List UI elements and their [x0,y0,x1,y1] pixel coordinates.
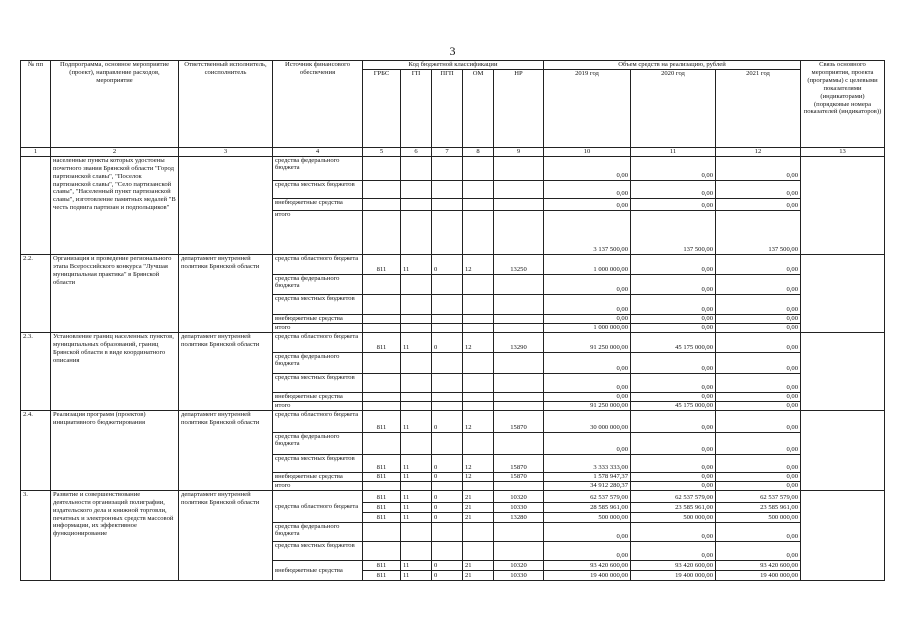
amount-2021: 0,00 [716,472,801,481]
section-title: Организация и проведение регионального этапа Всероссийского конкурса "Лучшая муниципальная практика" в Брянской области [51,254,179,332]
code-nr: 15870 [494,454,544,472]
amount-2021: 0,00 [716,294,801,314]
funding-source: средства федерального бюджета [273,274,363,294]
amount-2020: 500 000,00 [631,512,716,522]
funding-source: средства местных бюджетов [273,294,363,314]
code-pgp [432,401,463,410]
code-gp: 11 [401,560,432,570]
code-nr: 10330 [494,502,544,512]
column-number: 6 [401,147,432,156]
code-gp [401,392,432,401]
amount-2019: 0,00 [544,294,631,314]
amount-2019: 91 250 000,00 [544,401,631,410]
code-om [463,373,494,392]
code-gp [401,210,432,254]
code-grbs [363,323,401,332]
amount-2021: 0,00 [716,541,801,560]
amount-2020: 0,00 [631,472,716,481]
amount-2020: 0,00 [631,274,716,294]
header-program: Подпрограмма, основное мероприятие (проект), направление расходов, мероприятие [51,61,179,148]
section-executor: департамент внутренней политики Брянской области [179,410,273,490]
indicator-link [801,156,885,254]
code-nr [494,156,544,180]
amount-2019: 0,00 [544,432,631,454]
code-grbs [363,373,401,392]
code-nr [494,210,544,254]
amount-2019: 0,00 [544,352,631,373]
amount-2020: 0,00 [631,522,716,541]
code-grbs [363,541,401,560]
funding-source: средства областного бюджета [273,410,363,432]
header-volume: Объем средств на реализацию, рублей [544,61,801,70]
funding-source: итого [273,401,363,410]
code-pgp: 0 [432,570,463,580]
amount-2020: 45 175 000,00 [631,401,716,410]
code-gp: 11 [401,502,432,512]
code-pgp [432,210,463,254]
amount-2019: 93 420 600,00 [544,560,631,570]
code-grbs [363,180,401,198]
header-num: № пп [21,61,51,148]
code-om: 12 [463,254,494,274]
header-pgp: ПГП [432,69,463,147]
code-gp [401,198,432,210]
code-pgp: 0 [432,512,463,522]
code-pgp [432,481,463,490]
code-om [463,180,494,198]
code-nr [494,401,544,410]
funding-source: внебюджетные средства [273,198,363,210]
funding-source: средства федерального бюджета [273,352,363,373]
code-pgp [432,352,463,373]
code-pgp: 0 [432,254,463,274]
amount-2021: 0,00 [716,410,801,432]
code-pgp [432,522,463,541]
amount-2021: 0,00 [716,481,801,490]
code-grbs: 811 [363,560,401,570]
column-number: 11 [631,147,716,156]
amount-2020: 137 500,00 [631,210,716,254]
code-nr [494,314,544,323]
header-2019: 2019 год [544,69,631,147]
header-grbs: ГРБС [363,69,401,147]
code-om [463,392,494,401]
amount-2019: 0,00 [544,156,631,180]
amount-2021: 0,00 [716,198,801,210]
amount-2021: 0,00 [716,156,801,180]
code-gp [401,432,432,454]
code-grbs [363,294,401,314]
code-pgp [432,541,463,560]
funding-source: внебюджетные средства [273,472,363,481]
code-nr [494,352,544,373]
code-om [463,294,494,314]
amount-2021: 0,00 [716,254,801,274]
indicator-link [801,332,885,410]
column-number: 3 [179,147,273,156]
header-gp: ГП [401,69,432,147]
amount-2020: 0,00 [631,156,716,180]
amount-2021: 0,00 [716,332,801,352]
code-pgp: 0 [432,454,463,472]
funding-source: средства местных бюджетов [273,180,363,198]
funding-source: итого [273,481,363,490]
code-grbs [363,156,401,180]
code-pgp [432,180,463,198]
funding-source: средства федерального бюджета [273,522,363,541]
funding-source: средства областного бюджета [273,254,363,274]
header-executor: Ответственный исполнитель, соисполнитель [179,61,273,148]
code-pgp [432,198,463,210]
code-nr [494,522,544,541]
code-nr [494,294,544,314]
amount-2021: 0,00 [716,454,801,472]
amount-2021: 0,00 [716,401,801,410]
code-gp [401,323,432,332]
section-number: 2.2. [21,254,51,332]
code-grbs [363,274,401,294]
amount-2020: 0,00 [631,392,716,401]
funding-source: средства федерального бюджета [273,432,363,454]
code-pgp: 0 [432,560,463,570]
amount-2021: 0,00 [716,314,801,323]
code-om [463,522,494,541]
amount-2020: 0,00 [631,410,716,432]
amount-2019: 34 912 280,37 [544,481,631,490]
funding-source: внебюджетные средства [273,560,363,580]
section-number: 3. [21,490,51,580]
table-row [21,254,885,274]
code-pgp: 0 [432,490,463,502]
code-om: 21 [463,502,494,512]
amount-2020: 93 420 600,00 [631,560,716,570]
amount-2020: 0,00 [631,323,716,332]
code-gp [401,522,432,541]
amount-2021: 137 500,00 [716,210,801,254]
amount-2021: 0,00 [716,432,801,454]
amount-2021: 23 585 961,00 [716,502,801,512]
funding-source: средства областного бюджета [273,332,363,352]
section-number: 2.4. [21,410,51,490]
code-pgp [432,294,463,314]
code-nr [494,180,544,198]
code-pgp [432,314,463,323]
code-om: 12 [463,472,494,481]
amount-2021: 0,00 [716,373,801,392]
code-om [463,481,494,490]
code-grbs: 811 [363,454,401,472]
funding-source: внебюджетные средства [273,392,363,401]
code-nr [494,541,544,560]
code-om [463,198,494,210]
amount-2019: 0,00 [544,198,631,210]
code-gp: 11 [401,454,432,472]
amount-2019: 0,00 [544,392,631,401]
column-number: 5 [363,147,401,156]
amount-2020: 0,00 [631,432,716,454]
amount-2020: 0,00 [631,314,716,323]
amount-2019: 0,00 [544,522,631,541]
code-nr: 13290 [494,332,544,352]
code-nr: 15870 [494,410,544,432]
table-row [21,332,885,352]
amount-2019: 3 333 333,00 [544,454,631,472]
code-gp: 11 [401,490,432,502]
amount-2021: 0,00 [716,180,801,198]
funding-source: внебюджетные средства [273,314,363,323]
header-nr: НР [494,69,544,147]
amount-2019: 0,00 [544,314,631,323]
amount-2019: 91 250 000,00 [544,332,631,352]
section-number: 2.3. [21,332,51,410]
amount-2021: 0,00 [716,392,801,401]
code-pgp [432,392,463,401]
header-budget-code: Код бюджетной классификации [363,61,544,70]
code-om [463,401,494,410]
funding-source: средства федерального бюджета [273,156,363,180]
amount-2019: 0,00 [544,541,631,560]
amount-2019: 30 000 000,00 [544,410,631,432]
header-source: Источник финансового обеспечения [273,61,363,148]
code-nr [494,392,544,401]
amount-2020: 0,00 [631,373,716,392]
column-numbers-row [21,147,885,156]
code-gp [401,481,432,490]
code-nr: 15870 [494,472,544,481]
amount-2019: 0,00 [544,274,631,294]
amount-2021: 62 537 579,00 [716,490,801,502]
code-grbs [363,314,401,323]
section-number [21,156,51,254]
code-om: 21 [463,490,494,502]
amount-2021: 0,00 [716,274,801,294]
code-om [463,541,494,560]
code-nr [494,481,544,490]
amount-2019: 0,00 [544,373,631,392]
code-gp [401,314,432,323]
code-om [463,274,494,294]
code-pgp: 0 [432,332,463,352]
code-gp [401,180,432,198]
section-executor: департамент внутренней политики Брянской области [179,332,273,410]
code-grbs: 811 [363,512,401,522]
header-link: Связь основного мероприятия, проекта (программы) с целевыми показателями (индикаторами) (порядковые номера показателей (индикаторов)) [801,61,885,148]
code-nr [494,198,544,210]
amount-2021: 93 420 600,00 [716,560,801,570]
code-grbs [363,198,401,210]
section-executor: департамент внутренней политики Брянской области [179,490,273,580]
code-gp: 11 [401,570,432,580]
code-gp: 11 [401,332,432,352]
code-nr: 13250 [494,254,544,274]
table-row [21,410,885,432]
code-gp: 11 [401,512,432,522]
code-grbs [363,392,401,401]
amount-2019: 3 137 500,00 [544,210,631,254]
amount-2019: 19 400 000,00 [544,570,631,580]
code-grbs: 811 [363,490,401,502]
section-title: населенные пункты которых удостоены почетного звания Брянской области "Город партизанской славы", "Поселок партизанской славы", "Село партизанской славы", "Населенный пункт партизанской славы", изготовление памятных медалей "В честь подвига партизан и подпольщиков" [51,156,179,254]
code-grbs [363,432,401,454]
code-grbs: 811 [363,472,401,481]
amount-2019: 0,00 [544,180,631,198]
amount-2020: 19 400 000,00 [631,570,716,580]
code-nr [494,373,544,392]
code-om: 21 [463,560,494,570]
amount-2020: 0,00 [631,294,716,314]
code-gp [401,373,432,392]
column-number: 12 [716,147,801,156]
code-pgp: 0 [432,472,463,481]
code-gp [401,352,432,373]
funding-source: средства местных бюджетов [273,541,363,560]
code-gp [401,541,432,560]
amount-2020: 23 585 961,00 [631,502,716,512]
column-number: 4 [273,147,363,156]
amount-2019: 500 000,00 [544,512,631,522]
code-pgp: 0 [432,502,463,512]
funding-source: средства местных бюджетов [273,373,363,392]
table-row [21,156,885,180]
indicator-link [801,490,885,580]
code-grbs [363,401,401,410]
code-grbs: 811 [363,254,401,274]
page-number: 3 [449,44,456,58]
code-gp: 11 [401,472,432,481]
amount-2021: 500 000,00 [716,512,801,522]
table-body [21,156,885,580]
section-title: Установление границ населенных пунктов, муниципальных образований, границ Брянской области в виде координатного описания [51,332,179,410]
indicator-link [801,410,885,490]
funding-source: средства местных бюджетов [273,454,363,472]
amount-2020: 0,00 [631,180,716,198]
code-gp: 11 [401,410,432,432]
code-om [463,156,494,180]
code-nr [494,323,544,332]
amount-2019: 1 000 000,00 [544,323,631,332]
code-pgp [432,373,463,392]
code-pgp [432,432,463,454]
funding-source: итого [273,323,363,332]
code-gp: 11 [401,254,432,274]
code-gp [401,274,432,294]
table-row [21,490,885,502]
code-om [463,323,494,332]
code-om [463,314,494,323]
code-grbs: 811 [363,502,401,512]
code-nr: 10320 [494,560,544,570]
code-gp [401,401,432,410]
amount-2019: 28 585 961,00 [544,502,631,512]
amount-2020: 0,00 [631,454,716,472]
column-number: 2 [51,147,179,156]
indicator-link [801,254,885,332]
code-om: 12 [463,410,494,432]
code-om [463,210,494,254]
funding-source: средства областного бюджета [273,490,363,522]
amount-2019: 1 000 000,00 [544,254,631,274]
amount-2021: 0,00 [716,522,801,541]
code-nr [494,274,544,294]
section-title: Развитие и совершенствование деятельности организаций полиграфии, издательского дела и книжной торговли, печатных и электронных средств массовой информации, их эффективное функционирование [51,490,179,580]
code-om [463,352,494,373]
code-pgp [432,274,463,294]
code-nr [494,432,544,454]
code-grbs: 811 [363,570,401,580]
code-pgp [432,156,463,180]
code-om: 21 [463,570,494,580]
section-executor: департамент внутренней политики Брянской области [179,254,273,332]
code-om: 21 [463,512,494,522]
code-grbs: 811 [363,332,401,352]
column-number: 10 [544,147,631,156]
code-grbs [363,522,401,541]
code-nr: 10320 [494,490,544,502]
funding-source: итого [273,210,363,254]
amount-2021: 0,00 [716,323,801,332]
column-number: 9 [494,147,544,156]
amount-2019: 62 537 579,00 [544,490,631,502]
code-grbs: 811 [363,410,401,432]
amount-2020: 0,00 [631,352,716,373]
code-pgp [432,323,463,332]
column-number: 1 [21,147,51,156]
amount-2020: 0,00 [631,198,716,210]
section-title: Реализация программ (проектов) инициативного бюджетирования [51,410,179,490]
column-number: 13 [801,147,885,156]
header-2020: 2020 год [631,69,716,147]
code-om: 12 [463,454,494,472]
header-2021: 2021 год [716,69,801,147]
amount-2020: 45 175 000,00 [631,332,716,352]
section-executor [179,156,273,254]
code-grbs [363,210,401,254]
code-pgp: 0 [432,410,463,432]
amount-2020: 0,00 [631,254,716,274]
code-nr: 10330 [494,570,544,580]
code-gp [401,294,432,314]
code-grbs [363,352,401,373]
column-number: 7 [432,147,463,156]
amount-2019: 1 578 947,37 [544,472,631,481]
amount-2021: 0,00 [716,352,801,373]
code-om [463,432,494,454]
amount-2020: 0,00 [631,481,716,490]
amount-2020: 62 537 579,00 [631,490,716,502]
column-number: 8 [463,147,494,156]
amount-2020: 0,00 [631,541,716,560]
code-om: 12 [463,332,494,352]
code-gp [401,156,432,180]
header-om: ОМ [463,69,494,147]
code-nr: 13280 [494,512,544,522]
budget-table [20,60,885,581]
code-grbs [363,481,401,490]
amount-2021: 19 400 000,00 [716,570,801,580]
